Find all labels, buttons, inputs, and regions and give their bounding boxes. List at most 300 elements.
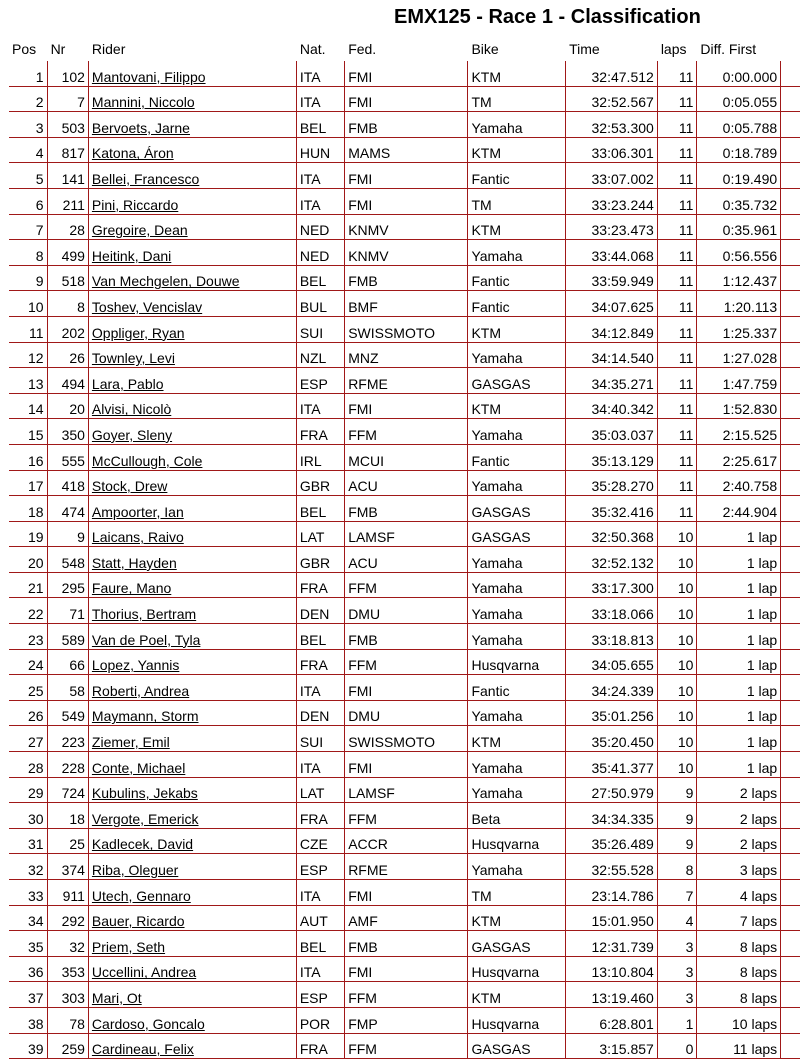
cell-bike: Fantic — [468, 444, 566, 470]
cell-time: 33:18.813 — [566, 624, 658, 650]
header-nat[interactable]: Nat. — [296, 37, 344, 61]
table-row — [9, 905, 800, 931]
rider-link[interactable]: Maymann, Storm — [88, 700, 296, 726]
cell-pos: 32 — [9, 854, 48, 880]
cell-extra — [781, 803, 800, 829]
header-laps[interactable]: laps — [657, 37, 697, 61]
cell-nr: 25 — [47, 828, 88, 854]
cell-diff: 1 lap — [697, 521, 781, 547]
rider-link[interactable]: Lopez, Yannis — [88, 649, 296, 675]
cell-pos: 15 — [9, 419, 48, 445]
cell-laps: 11 — [657, 291, 697, 317]
cell-pos: 11 — [9, 316, 48, 342]
cell-bike: Yamaha — [468, 112, 566, 138]
cell-diff: 2 laps — [697, 803, 781, 829]
cell-bike: Husqvarna — [468, 649, 566, 675]
cell-pos: 26 — [9, 700, 48, 726]
rider-link[interactable]: Bauer, Ricardo — [88, 905, 296, 931]
cell-nr: 518 — [47, 265, 88, 291]
cell-nat: ESP — [296, 854, 344, 880]
cell-bike: Fantic — [468, 163, 566, 189]
cell-nat: GBR — [296, 547, 344, 573]
cell-nat: NZL — [296, 342, 344, 368]
cell-bike: Yamaha — [468, 547, 566, 573]
rider-link[interactable]: Priem, Seth — [88, 931, 296, 957]
cell-diff: 0:05.788 — [697, 112, 781, 138]
cell-diff: 1:47.759 — [697, 368, 781, 394]
rider-link[interactable]: Bellei, Francesco — [88, 163, 296, 189]
rider-link[interactable]: Utech, Gennaro — [88, 880, 296, 906]
cell-extra — [781, 982, 800, 1008]
cell-time: 15:01.950 — [566, 905, 658, 931]
cell-diff: 2 laps — [697, 777, 781, 803]
cell-pos: 2 — [9, 86, 48, 112]
cell-fed: RFME — [345, 854, 468, 880]
cell-fed: SWISSMOTO — [345, 726, 468, 752]
cell-fed: MAMS — [345, 137, 468, 163]
classification-table — [8, 37, 800, 1059]
cell-extra — [781, 649, 800, 675]
cell-diff: 0:35.961 — [697, 214, 781, 240]
cell-pos: 29 — [9, 777, 48, 803]
rider-link[interactable]: Alvisi, Nicolò — [88, 393, 296, 419]
cell-laps: 10 — [657, 649, 697, 675]
rider-link[interactable]: Lara, Pablo — [88, 368, 296, 394]
cell-extra — [781, 470, 800, 496]
table-row — [9, 214, 800, 240]
cell-nat: LAT — [296, 777, 344, 803]
cell-nat: GBR — [296, 470, 344, 496]
cell-nr: 9 — [47, 521, 88, 547]
rider-link[interactable]: Conte, Michael — [88, 752, 296, 778]
table-row — [9, 572, 800, 598]
cell-diff: 4 laps — [697, 880, 781, 906]
rider-link[interactable]: Katona, Áron — [88, 137, 296, 163]
cell-pos: 31 — [9, 828, 48, 854]
rider-link[interactable]: McCullough, Cole — [88, 444, 296, 470]
cell-bike: Yamaha — [468, 777, 566, 803]
cell-pos: 22 — [9, 598, 48, 624]
table-row — [9, 342, 800, 368]
cell-time: 27:50.979 — [566, 777, 658, 803]
rider-link[interactable]: Bervoets, Jarne — [88, 112, 296, 138]
table-row — [9, 470, 800, 496]
cell-nat: AUT — [296, 905, 344, 931]
cell-extra — [781, 880, 800, 906]
cell-extra — [781, 240, 800, 266]
cell-extra — [781, 675, 800, 701]
rider-link[interactable]: Cardoso, Goncalo — [88, 1007, 296, 1033]
rider-link[interactable]: Mantovani, Filippo — [88, 61, 296, 86]
table-header-row — [9, 37, 800, 61]
cell-bike: KTM — [468, 905, 566, 931]
rider-link[interactable]: Kadlecek, David — [88, 828, 296, 854]
cell-fed: FMB — [345, 112, 468, 138]
cell-pos: 8 — [9, 240, 48, 266]
cell-extra — [781, 726, 800, 752]
cell-nat: ITA — [296, 61, 344, 86]
cell-bike: GASGAS — [468, 368, 566, 394]
cell-pos: 27 — [9, 726, 48, 752]
cell-diff: 1 lap — [697, 572, 781, 598]
cell-bike: Yamaha — [468, 854, 566, 880]
cell-time: 34:07.625 — [566, 291, 658, 317]
header-rider[interactable]: Rider — [88, 37, 296, 61]
rider-link[interactable]: Heitink, Dani — [88, 240, 296, 266]
cell-diff: 8 laps — [697, 956, 781, 982]
table-row — [9, 777, 800, 803]
rider-link[interactable]: Statt, Hayden — [88, 547, 296, 573]
table-row — [9, 521, 800, 547]
cell-extra — [781, 61, 800, 86]
cell-pos: 10 — [9, 291, 48, 317]
cell-pos: 34 — [9, 905, 48, 931]
cell-nat: SUI — [296, 726, 344, 752]
cell-bike: TM — [468, 880, 566, 906]
cell-laps: 11 — [657, 163, 697, 189]
table-row — [9, 649, 800, 675]
cell-pos: 39 — [9, 1033, 48, 1059]
table-row — [9, 496, 800, 522]
cell-laps: 11 — [657, 393, 697, 419]
rider-link[interactable]: Gregoire, Dean — [88, 214, 296, 240]
rider-link[interactable]: Oppliger, Ryan — [88, 316, 296, 342]
cell-nat: BEL — [296, 112, 344, 138]
rider-link[interactable]: Laicans, Raivo — [88, 521, 296, 547]
cell-fed: FFM — [345, 649, 468, 675]
table-row — [9, 419, 800, 445]
cell-fed: FMP — [345, 1007, 468, 1033]
cell-nr: 20 — [47, 393, 88, 419]
cell-laps: 3 — [657, 931, 697, 957]
header-fed[interactable]: Fed. — [345, 37, 468, 61]
cell-diff: 1:20.113 — [697, 291, 781, 317]
cell-laps: 8 — [657, 854, 697, 880]
cell-fed: LAMSF — [345, 521, 468, 547]
cell-fed: ACU — [345, 470, 468, 496]
cell-bike: Husqvarna — [468, 956, 566, 982]
cell-pos: 35 — [9, 931, 48, 957]
cell-diff: 0:56.556 — [697, 240, 781, 266]
cell-nat: FRA — [296, 803, 344, 829]
header-bike[interactable]: Bike — [468, 37, 566, 61]
rider-link[interactable]: Van Mechgelen, Douwe — [88, 265, 296, 291]
cell-extra — [781, 752, 800, 778]
cell-nat: FRA — [296, 1033, 344, 1059]
cell-laps: 10 — [657, 726, 697, 752]
cell-bike: KTM — [468, 726, 566, 752]
table-row — [9, 1007, 800, 1033]
cell-pos: 9 — [9, 265, 48, 291]
cell-fed: FMI — [345, 880, 468, 906]
cell-extra — [781, 598, 800, 624]
rider-link[interactable]: Ziemer, Emil — [88, 726, 296, 752]
rider-link[interactable]: Stock, Drew — [88, 470, 296, 496]
cell-pos: 1 — [9, 61, 48, 86]
cell-laps: 11 — [657, 214, 697, 240]
header-time[interactable]: Time — [566, 37, 658, 61]
cell-fed: FFM — [345, 982, 468, 1008]
table-row — [9, 752, 800, 778]
rider-link[interactable]: Van de Poel, Tyla — [88, 624, 296, 650]
header-diff[interactable]: Diff. First — [697, 37, 781, 61]
cell-extra — [781, 931, 800, 957]
cell-nr: 58 — [47, 675, 88, 701]
cell-nat: FRA — [296, 572, 344, 598]
cell-time: 23:14.786 — [566, 880, 658, 906]
cell-fed: KNMV — [345, 240, 468, 266]
cell-pos: 20 — [9, 547, 48, 573]
cell-nat: ITA — [296, 188, 344, 214]
cell-bike: GASGAS — [468, 931, 566, 957]
cell-time: 3:15.857 — [566, 1033, 658, 1059]
table-row — [9, 982, 800, 1008]
cell-diff: 8 laps — [697, 982, 781, 1008]
cell-nat: ESP — [296, 368, 344, 394]
cell-time: 33:17.300 — [566, 572, 658, 598]
cell-nat: NED — [296, 240, 344, 266]
cell-bike: Husqvarna — [468, 1007, 566, 1033]
cell-time: 33:44.068 — [566, 240, 658, 266]
table-row — [9, 265, 800, 291]
cell-bike: TM — [468, 86, 566, 112]
cell-bike: Fantic — [468, 675, 566, 701]
cell-extra — [781, 444, 800, 470]
cell-fed: FMB — [345, 496, 468, 522]
cell-nr: 223 — [47, 726, 88, 752]
cell-fed: FMI — [345, 393, 468, 419]
cell-laps: 11 — [657, 316, 697, 342]
cell-extra — [781, 163, 800, 189]
table-row — [9, 137, 800, 163]
cell-fed: FMI — [345, 956, 468, 982]
cell-pos: 19 — [9, 521, 48, 547]
cell-nat: HUN — [296, 137, 344, 163]
cell-time: 34:14.540 — [566, 342, 658, 368]
rider-link[interactable]: Ampoorter, Ian — [88, 496, 296, 522]
cell-nat: ITA — [296, 675, 344, 701]
cell-fed: FFM — [345, 572, 468, 598]
cell-fed: FMI — [345, 752, 468, 778]
cell-laps: 10 — [657, 624, 697, 650]
cell-laps: 11 — [657, 112, 697, 138]
table-row — [9, 163, 800, 189]
cell-diff: 1:52.830 — [697, 393, 781, 419]
cell-pos: 18 — [9, 496, 48, 522]
cell-extra — [781, 547, 800, 573]
cell-laps: 10 — [657, 547, 697, 573]
cell-nr: 28 — [47, 214, 88, 240]
table-row — [9, 624, 800, 650]
cell-laps: 4 — [657, 905, 697, 931]
cell-laps: 10 — [657, 521, 697, 547]
cell-laps: 0 — [657, 1033, 697, 1059]
cell-fed: FFM — [345, 419, 468, 445]
cell-nat: ITA — [296, 393, 344, 419]
cell-fed: FMI — [345, 188, 468, 214]
rider-link[interactable]: Mari, Ot — [88, 982, 296, 1008]
cell-diff: 10 laps — [697, 1007, 781, 1033]
rider-link[interactable]: Riba, Oleguer — [88, 854, 296, 880]
cell-nat: LAT — [296, 521, 344, 547]
cell-laps: 11 — [657, 265, 697, 291]
cell-bike: Yamaha — [468, 624, 566, 650]
cell-nr: 259 — [47, 1033, 88, 1059]
cell-pos: 4 — [9, 137, 48, 163]
rider-link[interactable]: Kubulins, Jekabs — [88, 777, 296, 803]
cell-fed: FFM — [345, 1033, 468, 1059]
table-row — [9, 931, 800, 957]
cell-bike: Husqvarna — [468, 828, 566, 854]
cell-extra — [781, 393, 800, 419]
table-row — [9, 547, 800, 573]
cell-laps: 11 — [657, 61, 697, 86]
rider-link[interactable]: Cardineau, Felix — [88, 1033, 296, 1059]
cell-extra — [781, 777, 800, 803]
cell-time: 32:50.368 — [566, 521, 658, 547]
cell-diff: 2:40.758 — [697, 470, 781, 496]
cell-diff: 1:12.437 — [697, 265, 781, 291]
cell-time: 34:12.849 — [566, 316, 658, 342]
cell-nat: SUI — [296, 316, 344, 342]
cell-time: 35:03.037 — [566, 419, 658, 445]
cell-pos: 21 — [9, 572, 48, 598]
rider-link[interactable]: Faure, Mano — [88, 572, 296, 598]
cell-extra — [781, 700, 800, 726]
cell-bike: Beta — [468, 803, 566, 829]
cell-laps: 10 — [657, 572, 697, 598]
cell-laps: 1 — [657, 1007, 697, 1033]
cell-nr: 66 — [47, 649, 88, 675]
table-row — [9, 854, 800, 880]
cell-nr: 32 — [47, 931, 88, 957]
cell-diff: 2:44.904 — [697, 496, 781, 522]
cell-fed: FMI — [345, 61, 468, 86]
cell-extra — [781, 342, 800, 368]
cell-time: 35:26.489 — [566, 828, 658, 854]
cell-nr: 817 — [47, 137, 88, 163]
cell-pos: 13 — [9, 368, 48, 394]
rider-link[interactable]: Vergote, Emerick — [88, 803, 296, 829]
cell-nr: 494 — [47, 368, 88, 394]
cell-fed: FMB — [345, 624, 468, 650]
rider-link[interactable]: Goyer, Sleny — [88, 419, 296, 445]
cell-fed: MNZ — [345, 342, 468, 368]
rider-link[interactable]: Thorius, Bertram — [88, 598, 296, 624]
cell-diff: 2:25.617 — [697, 444, 781, 470]
cell-fed: ACU — [345, 547, 468, 573]
cell-bike: Yamaha — [468, 598, 566, 624]
cell-laps: 10 — [657, 700, 697, 726]
cell-nat: DEN — [296, 598, 344, 624]
cell-nr: 418 — [47, 470, 88, 496]
cell-time: 33:07.002 — [566, 163, 658, 189]
cell-bike: KTM — [468, 61, 566, 86]
cell-pos: 38 — [9, 1007, 48, 1033]
table-row — [9, 828, 800, 854]
cell-extra — [781, 521, 800, 547]
header-pos[interactable]: Pos — [9, 37, 48, 61]
cell-laps: 11 — [657, 470, 697, 496]
rider-link[interactable]: Toshev, Vencislav — [88, 291, 296, 317]
cell-nat: ITA — [296, 956, 344, 982]
cell-diff: 0:00.000 — [697, 61, 781, 86]
cell-nat: BUL — [296, 291, 344, 317]
cell-diff: 1 lap — [697, 752, 781, 778]
cell-pos: 36 — [9, 956, 48, 982]
cell-time: 34:35.271 — [566, 368, 658, 394]
cell-time: 12:31.739 — [566, 931, 658, 957]
header-extra — [781, 37, 800, 61]
cell-extra — [781, 291, 800, 317]
cell-nat: POR — [296, 1007, 344, 1033]
table-row — [9, 880, 800, 906]
cell-nat: FRA — [296, 419, 344, 445]
cell-extra — [781, 572, 800, 598]
cell-nr: 228 — [47, 752, 88, 778]
cell-laps: 10 — [657, 675, 697, 701]
cell-extra — [781, 624, 800, 650]
cell-nr: 499 — [47, 240, 88, 266]
cell-extra — [781, 496, 800, 522]
cell-time: 35:41.377 — [566, 752, 658, 778]
table-row — [9, 726, 800, 752]
cell-fed: FMI — [345, 86, 468, 112]
cell-pos: 5 — [9, 163, 48, 189]
cell-bike: TM — [468, 188, 566, 214]
cell-pos: 12 — [9, 342, 48, 368]
cell-nr: 202 — [47, 316, 88, 342]
cell-diff: 1 lap — [697, 598, 781, 624]
cell-bike: KTM — [468, 137, 566, 163]
cell-nat: BEL — [296, 496, 344, 522]
cell-nat: FRA — [296, 649, 344, 675]
table-row — [9, 803, 800, 829]
cell-diff: 7 laps — [697, 905, 781, 931]
cell-diff: 1 lap — [697, 675, 781, 701]
rider-link[interactable]: Roberti, Andrea — [88, 675, 296, 701]
rider-link[interactable]: Townley, Levi — [88, 342, 296, 368]
cell-nr: 102 — [47, 61, 88, 86]
rider-link[interactable]: Pini, Riccardo — [88, 188, 296, 214]
cell-fed: DMU — [345, 598, 468, 624]
table-row — [9, 188, 800, 214]
cell-bike: GASGAS — [468, 496, 566, 522]
cell-nat: IRL — [296, 444, 344, 470]
cell-laps: 11 — [657, 444, 697, 470]
cell-time: 33:06.301 — [566, 137, 658, 163]
cell-diff: 1:27.028 — [697, 342, 781, 368]
table-row — [9, 291, 800, 317]
cell-fed: FMI — [345, 163, 468, 189]
cell-nat: ITA — [296, 752, 344, 778]
cell-fed: FFM — [345, 803, 468, 829]
rider-link[interactable]: Uccellini, Andrea — [88, 956, 296, 982]
header-nr[interactable]: Nr — [47, 37, 88, 61]
cell-nr: 292 — [47, 905, 88, 931]
rider-link[interactable]: Mannini, Niccolo — [88, 86, 296, 112]
cell-time: 35:20.450 — [566, 726, 658, 752]
cell-time: 32:52.567 — [566, 86, 658, 112]
cell-bike: Fantic — [468, 265, 566, 291]
cell-diff: 1:25.337 — [697, 316, 781, 342]
cell-fed: MCUI — [345, 444, 468, 470]
cell-nat: ITA — [296, 163, 344, 189]
cell-fed: BMF — [345, 291, 468, 317]
cell-nat: ESP — [296, 982, 344, 1008]
table-row — [9, 956, 800, 982]
cell-nr: 374 — [47, 854, 88, 880]
